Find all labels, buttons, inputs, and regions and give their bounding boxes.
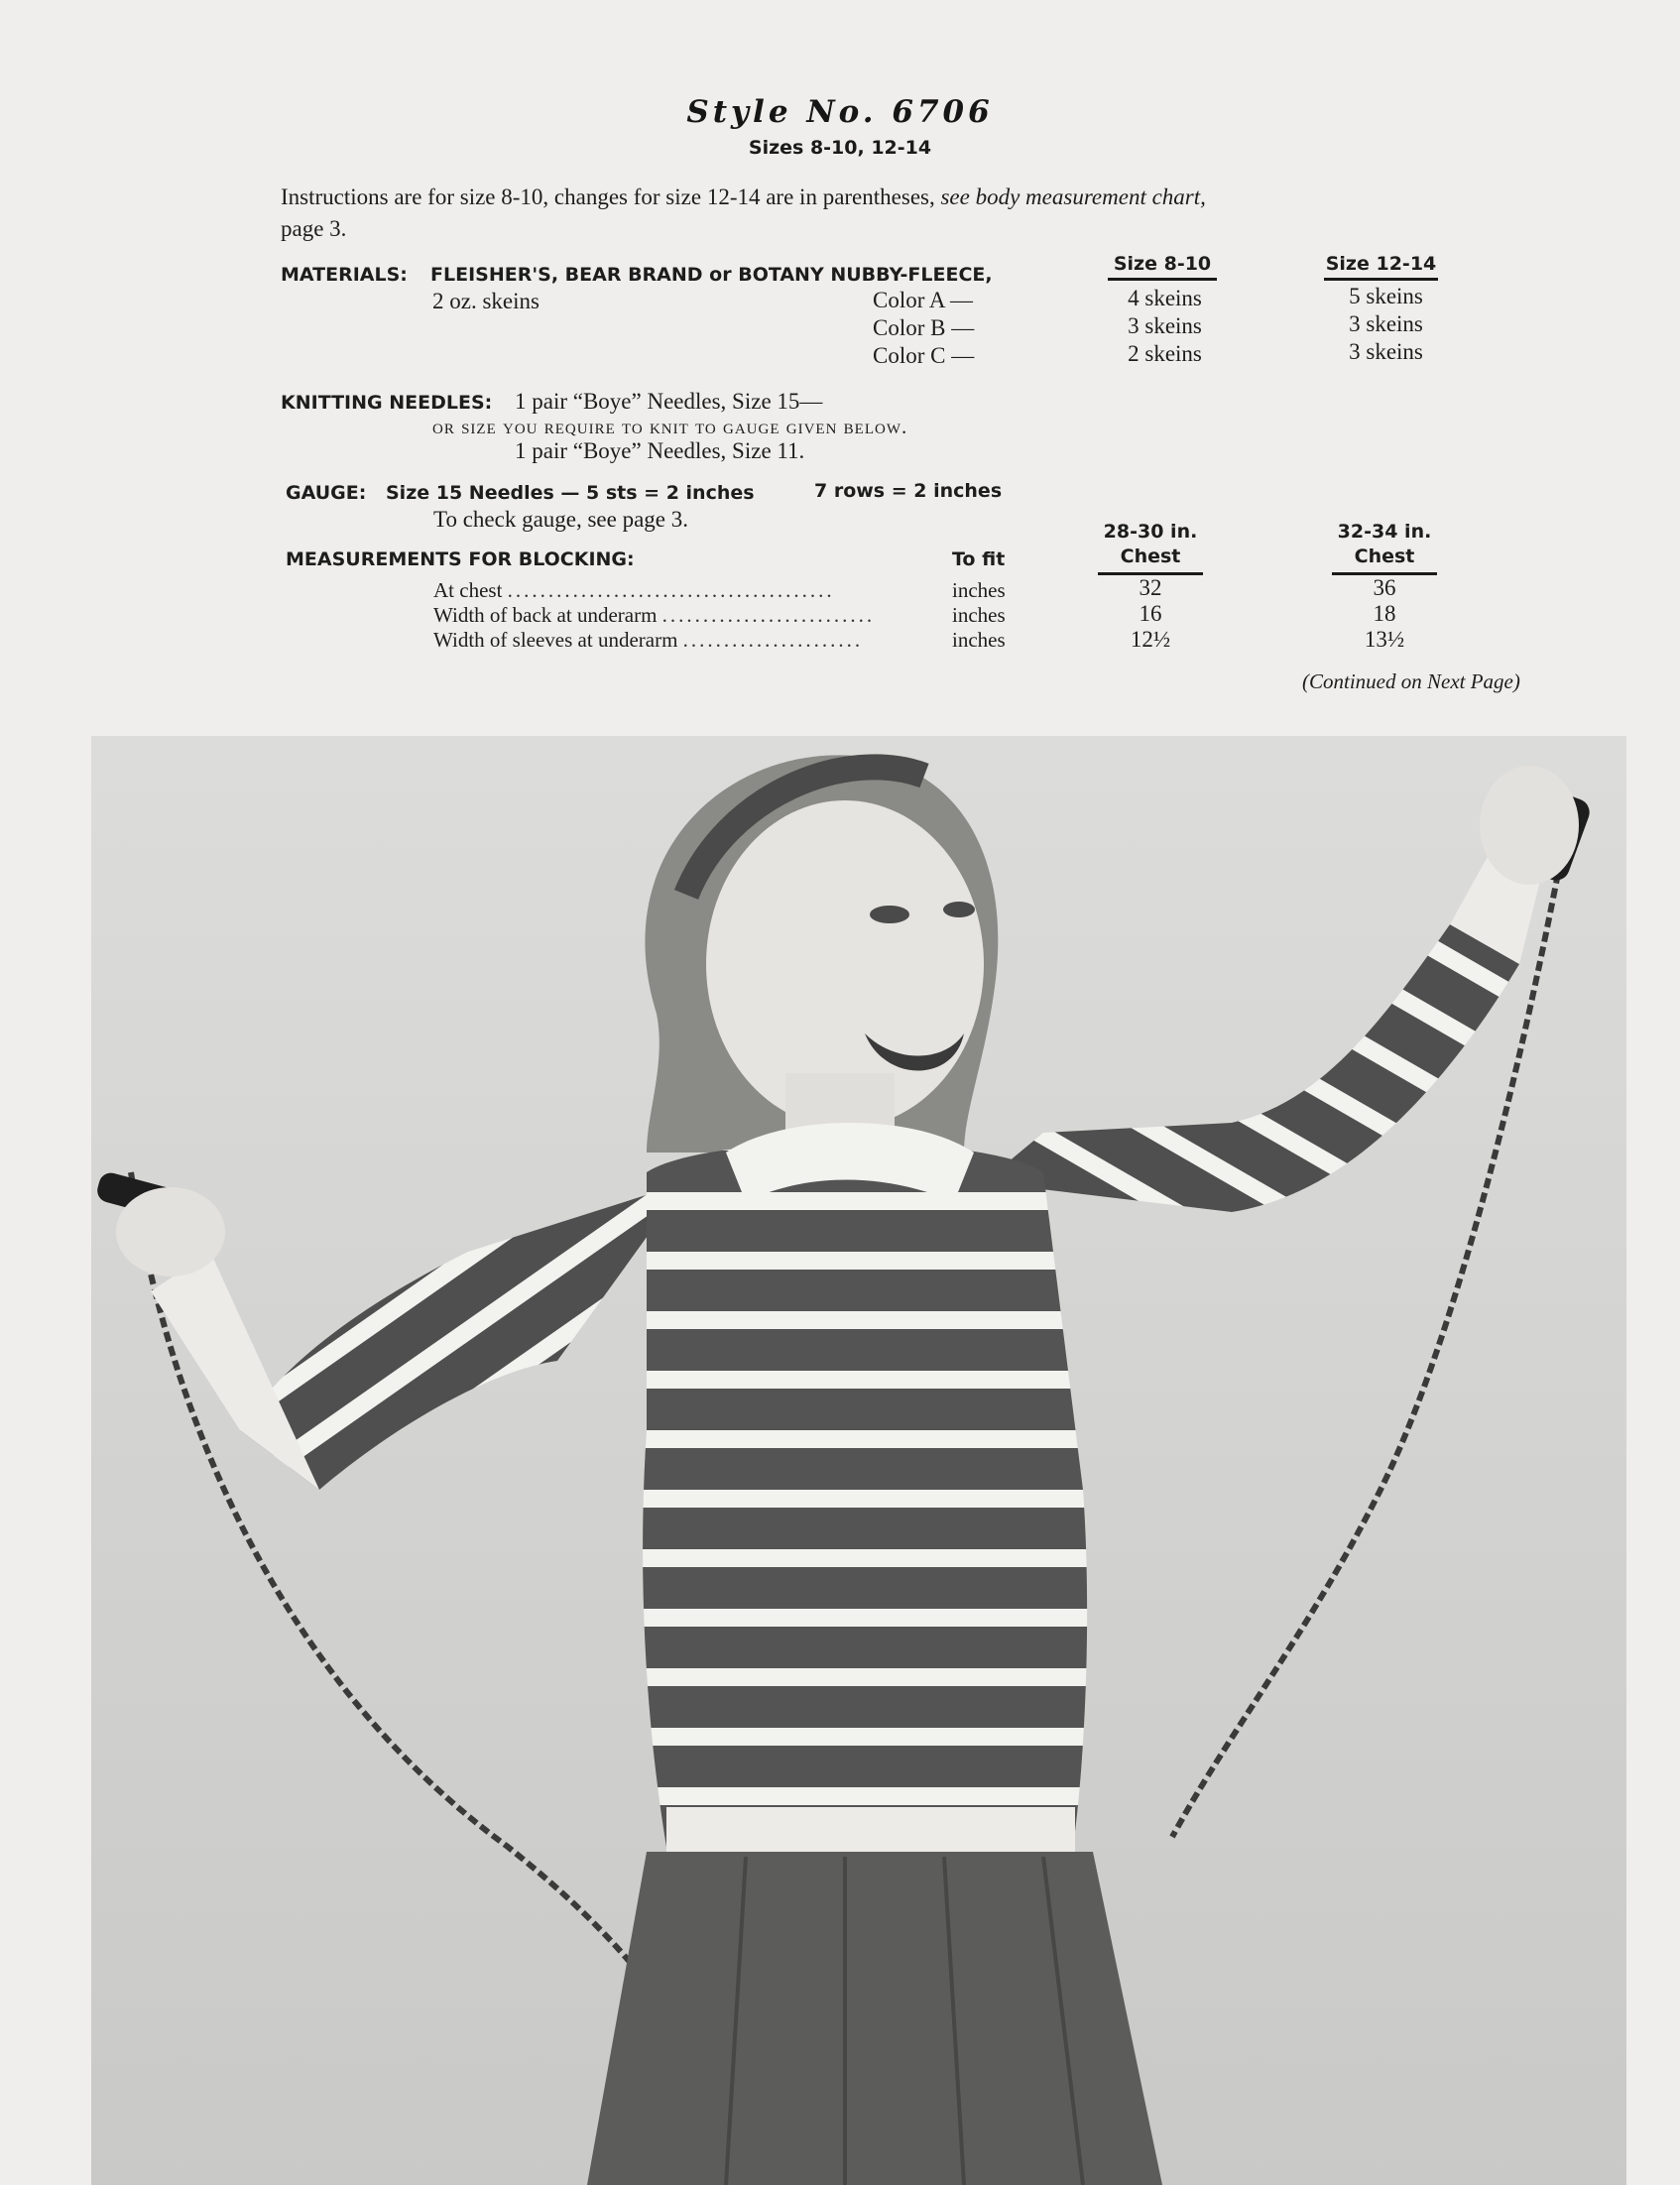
gauge-rows: 7 rows = 2 inches [814, 480, 1003, 502]
measure-row-label: At chest [433, 578, 503, 602]
measure-row-sleeves: Width of sleeves at underarm ...................... [433, 628, 864, 652]
color-a-small: 4 skeins [1128, 286, 1202, 310]
continued-note: (Continued on Next Page) [1302, 669, 1520, 693]
chest-large-header-line2: Chest [1354, 546, 1415, 567]
materials-label: MATERIALS: [281, 264, 408, 286]
model-photo [91, 736, 1626, 2185]
intro-tail: page 3. [281, 216, 347, 241]
gauge-check: To check gauge, see page 3. [433, 507, 689, 532]
sizes-subtitle: Sizes 8-10, 12-14 [748, 137, 932, 159]
chest-small-header-line2: Chest [1120, 546, 1181, 567]
intro-text: Instructions are for size 8-10, changes for size 12-14 are in parentheses, [281, 184, 935, 209]
color-b-small: 3 skeins [1128, 313, 1202, 338]
photo-illustration [91, 736, 1626, 2185]
sleeve-small-value: 12½ [1130, 627, 1171, 652]
measure-row-label: Width of back at underarm [433, 603, 658, 627]
size-header-small: Size 8-10 [1108, 253, 1217, 281]
intro-emphasis: see body measurement chart, [940, 184, 1206, 209]
color-c-small: 2 skeins [1128, 341, 1202, 366]
materials-yarn: FLEISHER'S, BEAR BRAND or BOTANY NUBBY-FLEECE, [430, 264, 993, 286]
gauge-stitches: Size 15 Needles — 5 sts = 2 inches [386, 482, 755, 504]
gauge-label: GAUGE: [286, 482, 367, 504]
measure-unit: inches [952, 578, 1006, 602]
to-fit-label: To fit [952, 548, 1006, 570]
intro-paragraph [281, 182, 1441, 245]
needles-line1: 1 pair “Boye” Needles, Size 15— [515, 389, 823, 414]
style-title: Style No. 6706 [686, 94, 994, 130]
size-header-large: Size 12-14 [1324, 253, 1438, 281]
needles-line3: 1 pair “Boye” Needles, Size 11. [515, 438, 805, 463]
back-small-value: 16 [1139, 601, 1162, 626]
color-c-label: Color C — [873, 343, 975, 368]
measure-row-back: Width of back at underarm .......................... [433, 603, 876, 627]
back-large-value: 18 [1373, 601, 1396, 626]
materials-skein-weight: 2 oz. skeins [432, 289, 540, 313]
chest-small-header-line1: 28-30 in. [1103, 521, 1198, 543]
measure-unit: inches [952, 603, 1006, 627]
chest-large-header [1332, 520, 1437, 575]
color-b-label: Color B — [873, 315, 975, 340]
needles-label: KNITTING NEEDLES: [281, 392, 493, 414]
color-c-large: 3 skeins [1349, 339, 1423, 364]
chest-small-header [1098, 520, 1203, 575]
chest-large-header-line1: 32-34 in. [1337, 521, 1432, 543]
needles-line2: or size you require to knit to gauge given below. [432, 415, 908, 438]
measure-unit: inches [952, 628, 1006, 652]
color-b-large: 3 skeins [1349, 311, 1423, 336]
measurements-label: MEASUREMENTS FOR BLOCKING: [286, 548, 635, 570]
measure-row-chest: At chest ........................................ [433, 578, 835, 602]
color-a-label: Color A — [873, 288, 973, 312]
chest-large-value: 36 [1373, 575, 1396, 600]
chest-small-value: 32 [1139, 575, 1162, 600]
color-a-large: 5 skeins [1349, 284, 1423, 308]
measure-row-label: Width of sleeves at underarm [433, 628, 678, 652]
sleeve-large-value: 13½ [1364, 627, 1405, 652]
